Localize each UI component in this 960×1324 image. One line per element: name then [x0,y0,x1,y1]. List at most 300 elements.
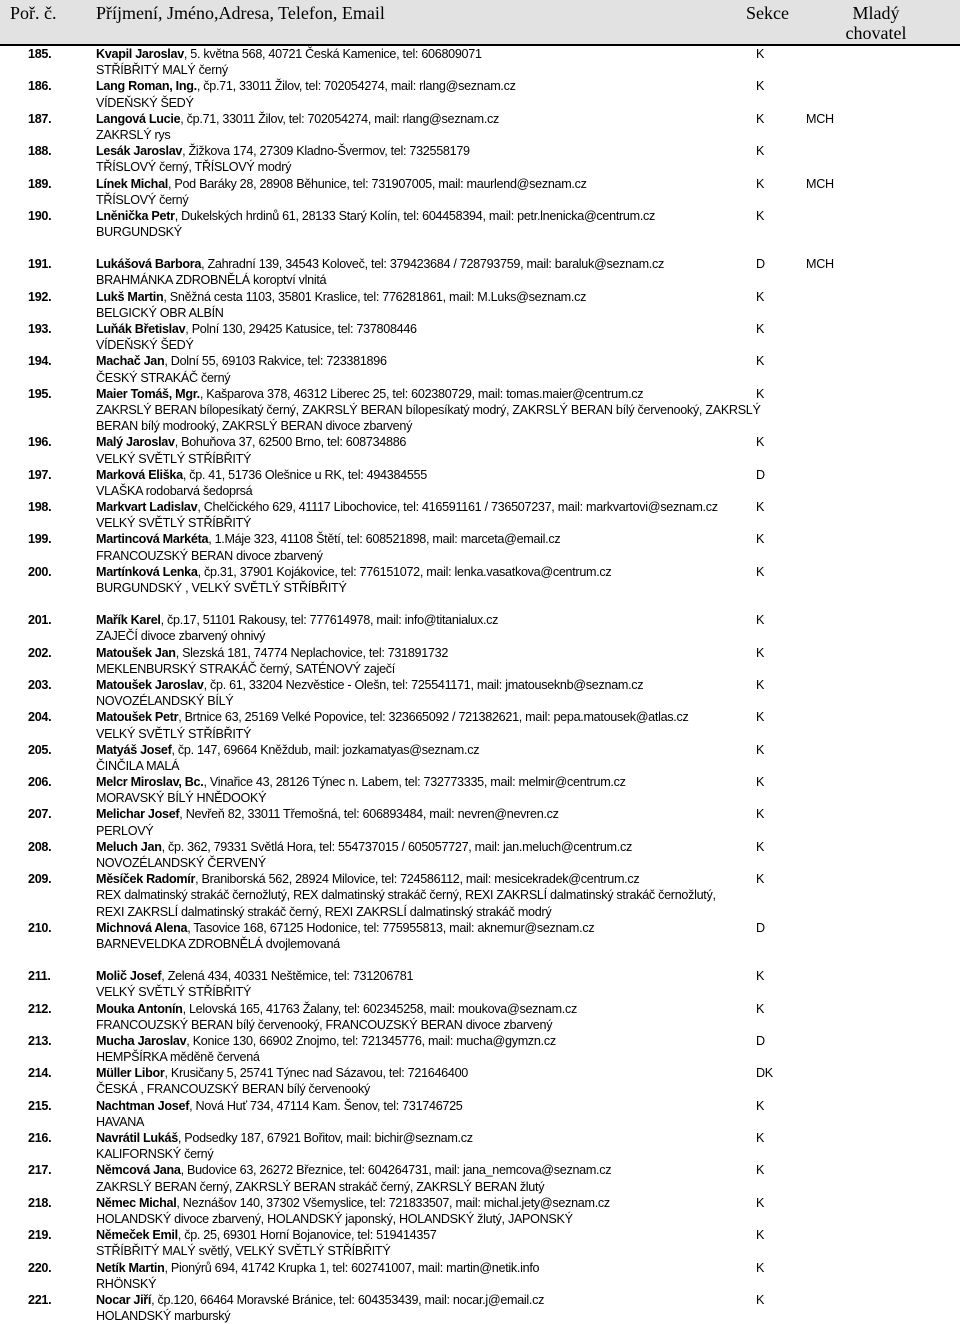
member-main-line [0,920,960,936]
member-entry [0,1098,960,1130]
member-name: Nachtman Josef [96,1098,190,1113]
member-section: K [756,322,765,336]
member-section: K [756,208,765,223]
member-details: , Dolní 55, 69103 Rakvice, tel: 723381896 [164,354,387,369]
member-number: 213. [28,1033,52,1048]
member-young-breeder: MCH [806,257,834,272]
member-main-line [0,1227,960,1243]
member-breeds: VÍDEŇSKÝ ŠEDÝ [96,95,194,110]
member-main-line [0,256,960,272]
member-main-line [0,1001,960,1017]
member-name: Machač Jan [96,354,165,369]
member-section: K [756,1163,765,1178]
member-entry [0,289,960,321]
member-number: 187. [28,111,52,126]
member-breeds: PERLOVÝ [96,823,154,838]
member-main-line [0,1130,960,1146]
member-name: Michnová Alena [96,920,188,935]
member-contact [96,871,760,887]
member-details: , Nevřeň 82, 33011 Třemošná, tel: 606893484, mail: nevren@nevren.cz [179,807,559,822]
member-section: K [756,1292,765,1307]
member-entry [0,321,960,353]
member-name: Měsíček Radomír [96,872,196,887]
member-breeds: MORAVSKÝ BÍLÝ HNĚDOOKÝ [96,791,267,806]
member-contact [96,1260,760,1276]
member-main-line [0,143,960,159]
member-number: 203. [28,677,52,692]
member-contact [96,46,760,62]
member-details: , Konice 130, 66902 Znojmo, tel: 721345776, mail: mucha@gymzn.cz [186,1033,556,1048]
member-main-line [0,1033,960,1049]
member-details: , Sněžná cesta 1103, 35801 Kraslice, tel: 776281861, mail: M.Luks@seznam.cz [163,289,587,304]
member-entry [0,1260,960,1292]
member-details: , čp. 41, 51736 Olešnice u RK, tel: 494384555 [182,467,427,482]
member-entry [0,742,960,774]
member-contact [96,1001,760,1017]
member-breeds: REXI ZAKRSLÍ dalmatinský strakáč černý, REXI ZAKRSLÍ dalmatinský strakáč modrý [96,904,552,919]
member-section: DK [756,1066,773,1081]
member-details: , Tasovice 168, 67125 Hodonice, tel: 775955813, mail: aknemur@seznam.cz [187,920,595,935]
member-contact [96,434,760,450]
member-name: Němec Michal [96,1195,177,1210]
member-breeds: HAVANA [96,1114,145,1129]
member-section: K [756,500,765,515]
member-section: K [756,710,765,725]
member-name: Melcr Miroslav, Bc. [96,775,204,790]
member-main-line [0,46,960,62]
member-contact [96,1065,760,1081]
member-name: Mařík Karel [96,613,161,628]
member-contact [96,839,760,855]
member-name: Němeček Emil [96,1228,178,1243]
member-section: K [756,1228,765,1243]
member-section: D [756,257,765,272]
member-entry [0,531,960,563]
member-name: Markvart Ladislav [96,500,198,515]
member-list [0,46,960,1324]
member-name: Marková Eliška [96,467,183,482]
member-name: Mucha Jaroslav [96,1033,187,1048]
member-section: K [756,969,765,984]
member-main-line [0,742,960,758]
member-number: 200. [28,564,52,579]
member-main-line [0,677,960,693]
member-contact [96,321,760,337]
member-section: K [756,47,765,61]
member-breeds: BRAHMÁNKA ZDROBNĚLÁ koroptví vlnitá [96,273,327,288]
member-number: 218. [28,1195,52,1210]
member-main-line [0,531,960,547]
member-contact [96,467,760,483]
member-details: , 5. května 568, 40721 Česká Kamenice, tel: 606809071 [183,47,482,61]
member-details: , Dukelských hrdinů 61, 28133 Starý Kolín, tel: 604458394, mail: petr.lnenicka@centrum.cz [174,208,656,223]
member-number: 217. [28,1163,52,1178]
member-section: K [756,176,765,191]
member-number: 205. [28,742,52,757]
member-section: K [756,677,765,692]
member-main-line [0,289,960,305]
member-breeds: BURGUNDSKÝ , VELKÝ SVĚTLÝ STŘÍBŘITÝ [96,581,347,595]
member-section: K [756,742,765,757]
header-young-line1: Mladý [852,3,900,23]
member-details: , Zahradní 139, 34543 Koloveč, tel: 379423684 / 728793759, mail: baraluk@seznam.cz [201,257,664,272]
member-section: D [756,1033,765,1048]
member-breeds: VELKÝ SVĚTLÝ STŘÍBŘITÝ [96,451,252,466]
member-details: , Vinařice 43, 28126 Týnec n. Labem, tel: 732773335, mail: melmir@centrum.cz [203,775,626,790]
member-entry [0,677,960,709]
member-name: Martincová Markéta [96,532,209,547]
member-name: Martínková Lenka [96,564,198,579]
member-entry [0,1033,960,1065]
member-name: Lang Roman, Ing. [96,79,197,94]
member-contact [96,709,760,725]
member-entry [0,386,960,435]
member-contact [96,742,760,758]
member-number: 194. [28,354,52,369]
member-section: K [756,872,765,887]
member-main-line [0,871,960,887]
member-details: , Budovice 63, 26272 Březnice, tel: 604264731, mail: jana_nemcova@seznam.cz [180,1163,612,1178]
member-entry [0,871,960,920]
member-section: K [756,807,765,822]
member-section: K [756,613,765,628]
member-main-line [0,353,960,369]
member-number: 198. [28,500,52,515]
member-name: Luňák Břetislav [96,322,186,336]
member-breeds: KALIFORNSKÝ černý [96,1147,214,1162]
header-young-line2: chovatel [845,23,907,43]
member-entry [0,434,960,466]
member-main-line [0,176,960,192]
member-entry [0,839,960,871]
member-name: Meluch Jan [96,839,162,854]
member-name: Matyáš Josef [96,742,172,757]
member-number: 199. [28,532,52,547]
member-main-line [0,1292,960,1308]
member-breeds: NOVOZÉLANDSKÝ ČERVENÝ [96,856,266,870]
member-contact [96,208,760,224]
member-breeds: HOLANDSKÝ marburský [96,1309,231,1324]
member-breeds: ZAJEČÍ divoce zbarvený ohnivý [96,629,266,644]
member-main-line [0,1195,960,1211]
member-number: 208. [28,839,52,854]
member-contact [96,806,760,822]
member-details: , čp.120, 66464 Moravské Bránice, tel: 604353439, mail: nocar.j@email.cz [151,1292,545,1307]
member-number: 206. [28,775,52,790]
member-number: 186. [28,79,52,94]
member-contact [96,564,760,580]
member-number: 219. [28,1228,52,1243]
member-number: 191. [28,257,52,272]
member-contact [96,1227,760,1243]
member-breeds: RHÖNSKÝ [96,1276,157,1291]
member-young-breeder: MCH [806,176,834,191]
member-main-line [0,839,960,855]
member-entry [0,1162,960,1194]
member-details: , čp. 61, 33204 Nezvěstice - Olešn, tel: 725541171, mail: jmatouseknb@seznam.cz [203,677,644,692]
member-details: , Krusičany 5, 25741 Týnec nad Sázavou, tel: 721646400 [164,1066,469,1081]
member-details: , Chelčického 629, 41117 Libochovice, tel: 416591161 / 736507237, mail: markvartovi@seznam.cz [197,500,718,515]
member-contact [96,645,760,661]
member-contact [96,612,760,628]
member-breeds: BERAN bílý modrooký, ZAKRSLÝ BERAN divoce zbarvený [96,419,413,434]
member-name: Lesák Jaroslav [96,144,183,159]
member-main-line [0,111,960,127]
member-contact [96,78,760,94]
member-breeds: HEMPŠÍRKA měděně červená [96,1050,260,1065]
member-name: Langová Lucie [96,111,181,126]
member-breeds: TŘÍSLOVÝ černý [96,192,189,207]
member-contact [96,143,760,159]
header-contact-info: Příjmení, Jméno,Adresa, Telefon, Email [96,3,385,23]
member-main-line [0,709,960,725]
member-breeds: BURGUNDSKÝ [96,225,182,240]
member-details: , Podsedky 187, 67921 Bořitov, mail: bichir@seznam.cz [177,1131,473,1145]
member-contact [96,1195,760,1211]
member-name: Matoušek Jan [96,645,176,660]
member-entry [0,499,960,531]
member-main-line [0,1098,960,1114]
member-details: , Neznášov 140, 37302 Všemyslice, tel: 721833507, mail: michal.jety@seznam.cz [176,1195,610,1210]
member-name: Navrátil Lukáš [96,1131,178,1145]
member-details: , čp. 25, 69301 Horní Bojanovice, tel: 519414357 [177,1228,437,1243]
member-entry [0,920,960,952]
member-breeds: VELKÝ SVĚTLÝ STŘÍBŘITÝ [96,985,252,1000]
member-section: K [756,435,765,450]
member-section: K [756,79,765,94]
member-name: Melichar Josef [96,807,180,822]
member-section: K [756,564,765,579]
member-name: Müller Libor [96,1066,165,1081]
member-main-line [0,1065,960,1081]
member-entry [0,645,960,677]
member-entry [0,46,960,78]
group-spacer [0,596,960,612]
member-contact [96,1162,760,1178]
member-breeds: BELGICKÝ OBR ALBÍN [96,305,224,320]
member-section: D [756,920,765,935]
member-contact [96,256,760,272]
member-contact [96,531,760,547]
member-breeds: VLAŠKA rodobarvá šedoprsá [96,483,253,498]
member-entry [0,1130,960,1162]
member-contact [96,1292,760,1308]
member-details: , Pionýrů 694, 41742 Krupka 1, tel: 602741007, mail: martin@netik.info [164,1260,540,1275]
member-number: 204. [28,710,52,725]
group-spacer [0,952,960,968]
member-breeds: VELKÝ SVĚTLÝ STŘÍBŘITÝ [96,726,252,741]
member-number: 189. [28,176,52,191]
member-breeds: ČESKÁ , FRANCOUZSKÝ BERAN bílý červenooký [96,1082,370,1097]
member-details: , Slezská 181, 74774 Neplachovice, tel: 731891732 [175,645,449,660]
member-details: , Nová Huť 734, 47114 Kam. Šenov, tel: 731746725 [189,1098,463,1113]
member-contact [96,677,760,693]
member-contact [96,353,760,369]
member-main-line [0,321,960,337]
member-entry [0,208,960,240]
member-breeds: BARNEVELDKA ZDROBNĚLÁ dvojlemovaná [96,936,340,951]
member-name: Netík Martin [96,1260,165,1275]
member-contact [96,499,760,515]
member-entry [0,1227,960,1259]
member-entry [0,774,960,806]
header-number: Poř. č. [10,3,57,23]
member-section: K [756,1260,765,1275]
member-main-line [0,1162,960,1178]
member-entry [0,1292,960,1324]
member-entry [0,143,960,175]
member-number: 192. [28,289,52,304]
member-main-line [0,467,960,483]
member-breeds: NOVOZÉLANDSKÝ BÍLÝ [96,694,234,709]
member-details: , Pod Baráky 28, 28908 Běhunice, tel: 731907005, mail: maurlend@seznam.cz [167,176,587,191]
member-main-line [0,386,960,402]
member-name: Mouka Antonín [96,1001,183,1016]
member-number: 196. [28,435,52,450]
member-section: D [756,467,765,482]
member-contact [96,920,760,936]
member-breeds: ČESKÝ STRAKÁČ černý [96,370,231,385]
member-section: K [756,144,765,159]
member-number: 185. [28,47,52,61]
member-name: Línek Michal [96,176,168,191]
member-section: K [756,645,765,660]
member-breeds: MEKLENBURSKÝ STRAKÁČ černý, SATÉNOVÝ zaječí [96,661,395,676]
member-number: 193. [28,322,52,336]
member-entry [0,176,960,208]
member-section: K [756,839,765,854]
member-details: , Bohuňova 37, 62500 Brno, tel: 608734886 [174,435,407,450]
member-main-line [0,612,960,628]
member-details: , Lelovská 165, 41763 Žalany, tel: 602345258, mail: moukova@seznam.cz [182,1001,577,1016]
member-section: K [756,1098,765,1113]
member-main-line [0,968,960,984]
member-entry [0,78,960,110]
member-name: Němcová Jana [96,1163,181,1178]
member-contact [96,111,760,127]
member-entry [0,1065,960,1097]
member-name: Nocar Jiří [96,1292,152,1307]
member-young-breeder: MCH [806,111,834,126]
member-contact [96,1098,760,1114]
header-section: Sekce [746,3,789,23]
member-section: K [756,1131,765,1145]
member-name: Matoušek Petr [96,710,179,725]
member-details: , Brtnice 63, 25169 Velké Popovice, tel: 323665092 / 721382621, mail: pepa.matousek@atlas.cz [178,710,689,725]
member-main-line [0,564,960,580]
member-name: Lukš Martin [96,289,164,304]
member-breeds: ZAKRSLÝ BERAN černý, ZAKRSLÝ BERAN strakáč černý, ZAKRSLÝ BERAN žlutý [96,1179,545,1194]
member-details: , čp.71, 33011 Žilov, tel: 702054274, mail: rlang@seznam.cz [180,111,500,126]
member-contact [96,386,760,402]
member-contact [96,774,760,790]
member-entry [0,467,960,499]
member-number: 188. [28,144,52,159]
member-section: K [756,532,765,547]
member-entry [0,806,960,838]
member-breeds: ČINČILA MALÁ [96,758,180,773]
member-entry [0,111,960,143]
member-number: 201. [28,613,52,628]
member-section: K [756,354,765,369]
member-name: Maier Tomáš, Mgr. [96,386,200,401]
member-section: K [756,1195,765,1210]
member-breeds: ZAKRSLÝ BERAN bílopesíkatý černý, ZAKRSLÝ BERAN bílopesíkatý modrý, ZAKRSLÝ BERAN bílý červenooký, ZAKRSLÝ [96,402,761,417]
member-entry [0,353,960,385]
member-breeds: STŘÍBŘITÝ MALÝ světlý, VELKÝ SVĚTLÝ STŘÍBŘITÝ [96,1244,391,1259]
member-number: 202. [28,645,52,660]
member-entry [0,709,960,741]
member-details: , Zelená 434, 40331 Neštěmice, tel: 731206781 [161,969,414,984]
member-main-line [0,208,960,224]
member-name: Lukášová Barbora [96,257,202,272]
member-contact [96,968,760,984]
member-details: , Braniborská 562, 28924 Milovice, tel: 724586112, mail: mesicekradek@centrum.cz [195,872,640,887]
member-breeds: FRANCOUZSKÝ BERAN bílý červenooký, FRANCOUZSKÝ BERAN divoce zbarvený [96,1017,553,1032]
member-number: 220. [28,1260,52,1275]
member-main-line [0,645,960,661]
member-main-line [0,774,960,790]
member-number: 207. [28,807,52,822]
member-number: 210. [28,920,52,935]
member-number: 221. [28,1292,52,1307]
member-main-line [0,806,960,822]
member-number: 216. [28,1131,52,1145]
member-entry [0,1195,960,1227]
member-breeds: FRANCOUZSKÝ BERAN divoce zbarvený [96,548,323,563]
member-details: , čp.31, 37901 Kojákovice, tel: 776151072, mail: lenka.vasatkova@centrum.cz [197,564,612,579]
member-breeds: REX dalmatinský strakáč černožlutý, REX dalmatinský strakáč černý, REXI ZAKRSLÍ dalmatinský strakáč černožlutý, [96,888,716,903]
member-entry [0,612,960,644]
member-number: 195. [28,386,52,401]
header-young-breeder [796,3,956,43]
member-entry [0,968,960,1000]
member-contact [96,289,760,305]
member-name: Molič Josef [96,969,162,984]
member-main-line [0,1260,960,1276]
member-section: K [756,386,765,401]
table-header [0,0,960,46]
member-entry [0,564,960,596]
member-number: 212. [28,1001,52,1016]
member-number: 215. [28,1098,52,1113]
member-breeds: VÍDEŇSKÝ ŠEDÝ [96,338,194,353]
member-entry [0,256,960,288]
member-section: K [756,111,765,126]
member-details: , Kašparova 378, 46312 Liberec 25, tel: 602380729, mail: tomas.maier@centrum.cz [199,386,644,401]
member-details: , čp.17, 51101 Rakousy, tel: 777614978, mail: info@titanialux.cz [160,613,499,628]
member-breeds: TŘÍSLOVÝ černý, TŘÍSLOVÝ modrý [96,160,292,175]
member-name: Malý Jaroslav [96,435,175,450]
member-entry [0,1001,960,1033]
member-contact [96,1130,760,1146]
member-main-line [0,434,960,450]
member-details: , čp. 147, 69664 Kněždub, mail: jozkamatyas@seznam.cz [171,742,480,757]
member-details: , čp. 362, 79331 Světlá Hora, tel: 554737015 / 605057727, mail: jan.meluch@centrum.cz [161,839,632,854]
member-details: , 1.Máje 323, 41108 Štětí, tel: 608521898, mail: marceta@email.cz [208,532,561,547]
member-section: K [756,289,765,304]
member-name: Kvapil Jaroslav [96,47,184,61]
member-number: 211. [28,969,51,984]
member-section: K [756,1001,765,1016]
member-number: 197. [28,467,52,482]
member-number: 190. [28,208,52,223]
member-number: 214. [28,1066,52,1081]
member-contact [96,176,760,192]
member-main-line [0,78,960,94]
member-name: Matoušek Jaroslav [96,677,204,692]
member-details: , Žižkova 174, 27309 Kladno-Švermov, tel: 732558179 [182,144,470,159]
